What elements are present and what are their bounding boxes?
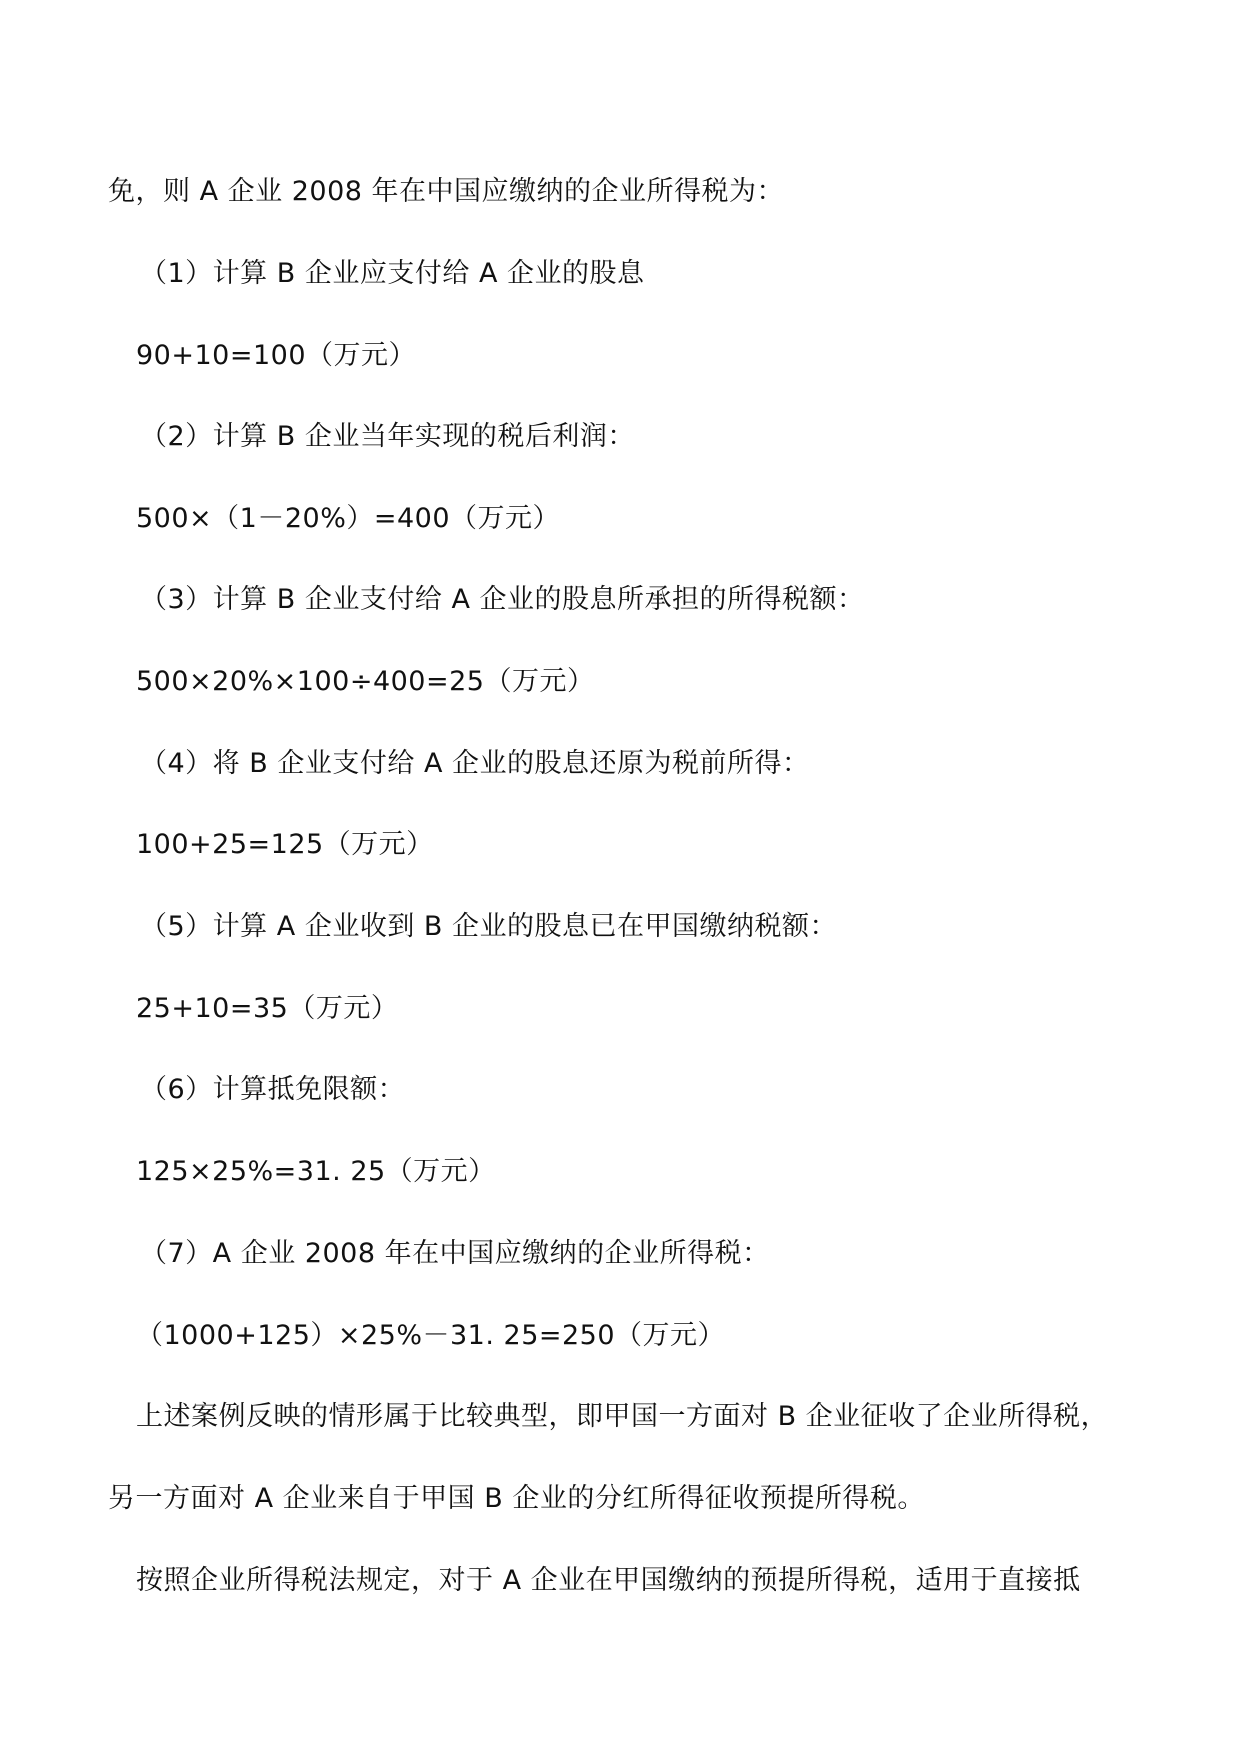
text-line-step-5: （5）计算 A 企业收到 B 企业的股息已在甲国缴纳税额：: [140, 911, 838, 942]
text-line-step-4: （4）将 B 企业支付给 A 企业的股息还原为税前所得：: [140, 748, 810, 779]
text-line-formula-7: （1000+125）×25%－31. 25=250（万元）: [136, 1320, 726, 1351]
text-line-paragraph-2: 按照企业所得税法规定，对于 A 企业在甲国缴纳的预提所得税，适用于直接抵: [136, 1565, 1081, 1596]
text-line-intro: 免，则 A 企业 2008 年在中国应缴纳的企业所得税为：: [108, 176, 785, 207]
text-line-step-3: （3）计算 B 企业支付给 A 企业的股息所承担的所得税额：: [140, 584, 865, 615]
text-line-paragraph-1b: 另一方面对 A 企业来自于甲国 B 企业的分红所得征收预提所得税。: [108, 1483, 925, 1514]
text-line-paragraph-1a: 上述案例反映的情形属于比较典型，即甲国一方面对 B 企业征收了企业所得税，: [136, 1401, 1109, 1432]
text-line-formula-6: 125×25%=31. 25（万元）: [136, 1156, 496, 1187]
text-line-formula-3: 500×20%×100÷400=25（万元）: [136, 666, 595, 697]
text-line-step-6: （6）计算抵免限额：: [140, 1074, 406, 1105]
text-line-formula-1: 90+10=100（万元）: [136, 340, 416, 371]
text-line-step-2: （2）计算 B 企业当年实现的税后利润：: [140, 421, 635, 452]
text-line-formula-2: 500×（1－20%）=400（万元）: [136, 503, 561, 534]
text-line-step-1: （1）计算 B 企业应支付给 A 企业的股息: [140, 258, 645, 289]
text-line-formula-5: 25+10=35（万元）: [136, 993, 399, 1024]
text-line-step-7: （7）A 企业 2008 年在中国应缴纳的企业所得税：: [140, 1238, 770, 1269]
text-line-formula-4: 100+25=125（万元）: [136, 829, 434, 860]
